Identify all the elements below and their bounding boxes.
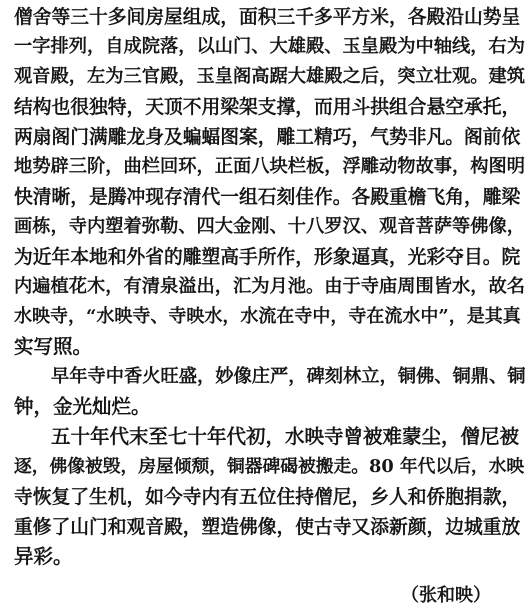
text-line: 内遍植花木，有清泉溢出，汇为月池。由于寺庙周围皆水，故名 [14, 276, 525, 297]
paragraph-architecture [14, 2, 526, 362]
text-line: 观音殿，左为三官殿，玉皇阁高踞大雄殿之后，突立壮观。建筑 [14, 66, 525, 87]
text-line: 两扇阁门满雕龙身及蝙蝠图案，雕工精巧，气势非凡。阁前依 [14, 126, 521, 148]
text-line: 一字排列，自成院落，以山门、大雄殿、玉皇殿为中轴线，右为 [14, 36, 525, 57]
text-line: 结构也很独特，天顶不用梁架支撑，而用斗拱组合悬空承托， [14, 96, 521, 118]
text-line: 画栋，寺内塑着弥勒、四大金刚、十八罗汉、观音菩萨等佛像， [14, 216, 525, 237]
text-line: 快清晰，是腾冲现存清代一组石刻佳作。各殿重檐飞角，雕梁 [14, 186, 521, 208]
text-line: 钟，金光灿烂。 [14, 395, 151, 418]
text-line: 寺恢复了生机，如今寺内有五位住持僧尼，乡人和侨胞捐款， [14, 486, 521, 508]
text-line: 逐，佛像被毁，房屋倾颓，铜器碑碣被搬走。80 年代以后，水映 [14, 456, 525, 477]
text-line: 早年寺中香火旺盛，妙像庄严，碑刻林立，铜佛、铜鼎、铜 [51, 366, 526, 387]
paragraph-early-years [14, 362, 526, 422]
author-signature: （张和映） [401, 585, 491, 606]
text-line: 僧舍等三十多间房屋组成，面积三千多平方米，各殿沿山势呈 [14, 6, 521, 28]
text-line: 实写照。 [14, 335, 93, 358]
text-line: 五十年代末至七十年代初，水映寺曾被难蒙尘，僧尼被 [51, 425, 520, 448]
text-line: 水映寺，“水映寺、寺映水，水流在寺中，寺在流水中”，是其真 [14, 306, 521, 327]
text-line: 为近年本地和外省的雕塑高手所作，形象逼真，光彩夺目。院 [14, 246, 521, 268]
article-body [14, 2, 526, 572]
text-line: 重修了山门和观音殿，塑造佛像，使古寺又添新颜，边城重放 [14, 516, 521, 538]
paragraph-restoration [14, 422, 526, 572]
text-line: 异彩。 [14, 545, 73, 568]
text-line: 地势辟三阶，曲栏回环，正面八块栏板，浮雕动物故事，构图明 [14, 156, 525, 177]
